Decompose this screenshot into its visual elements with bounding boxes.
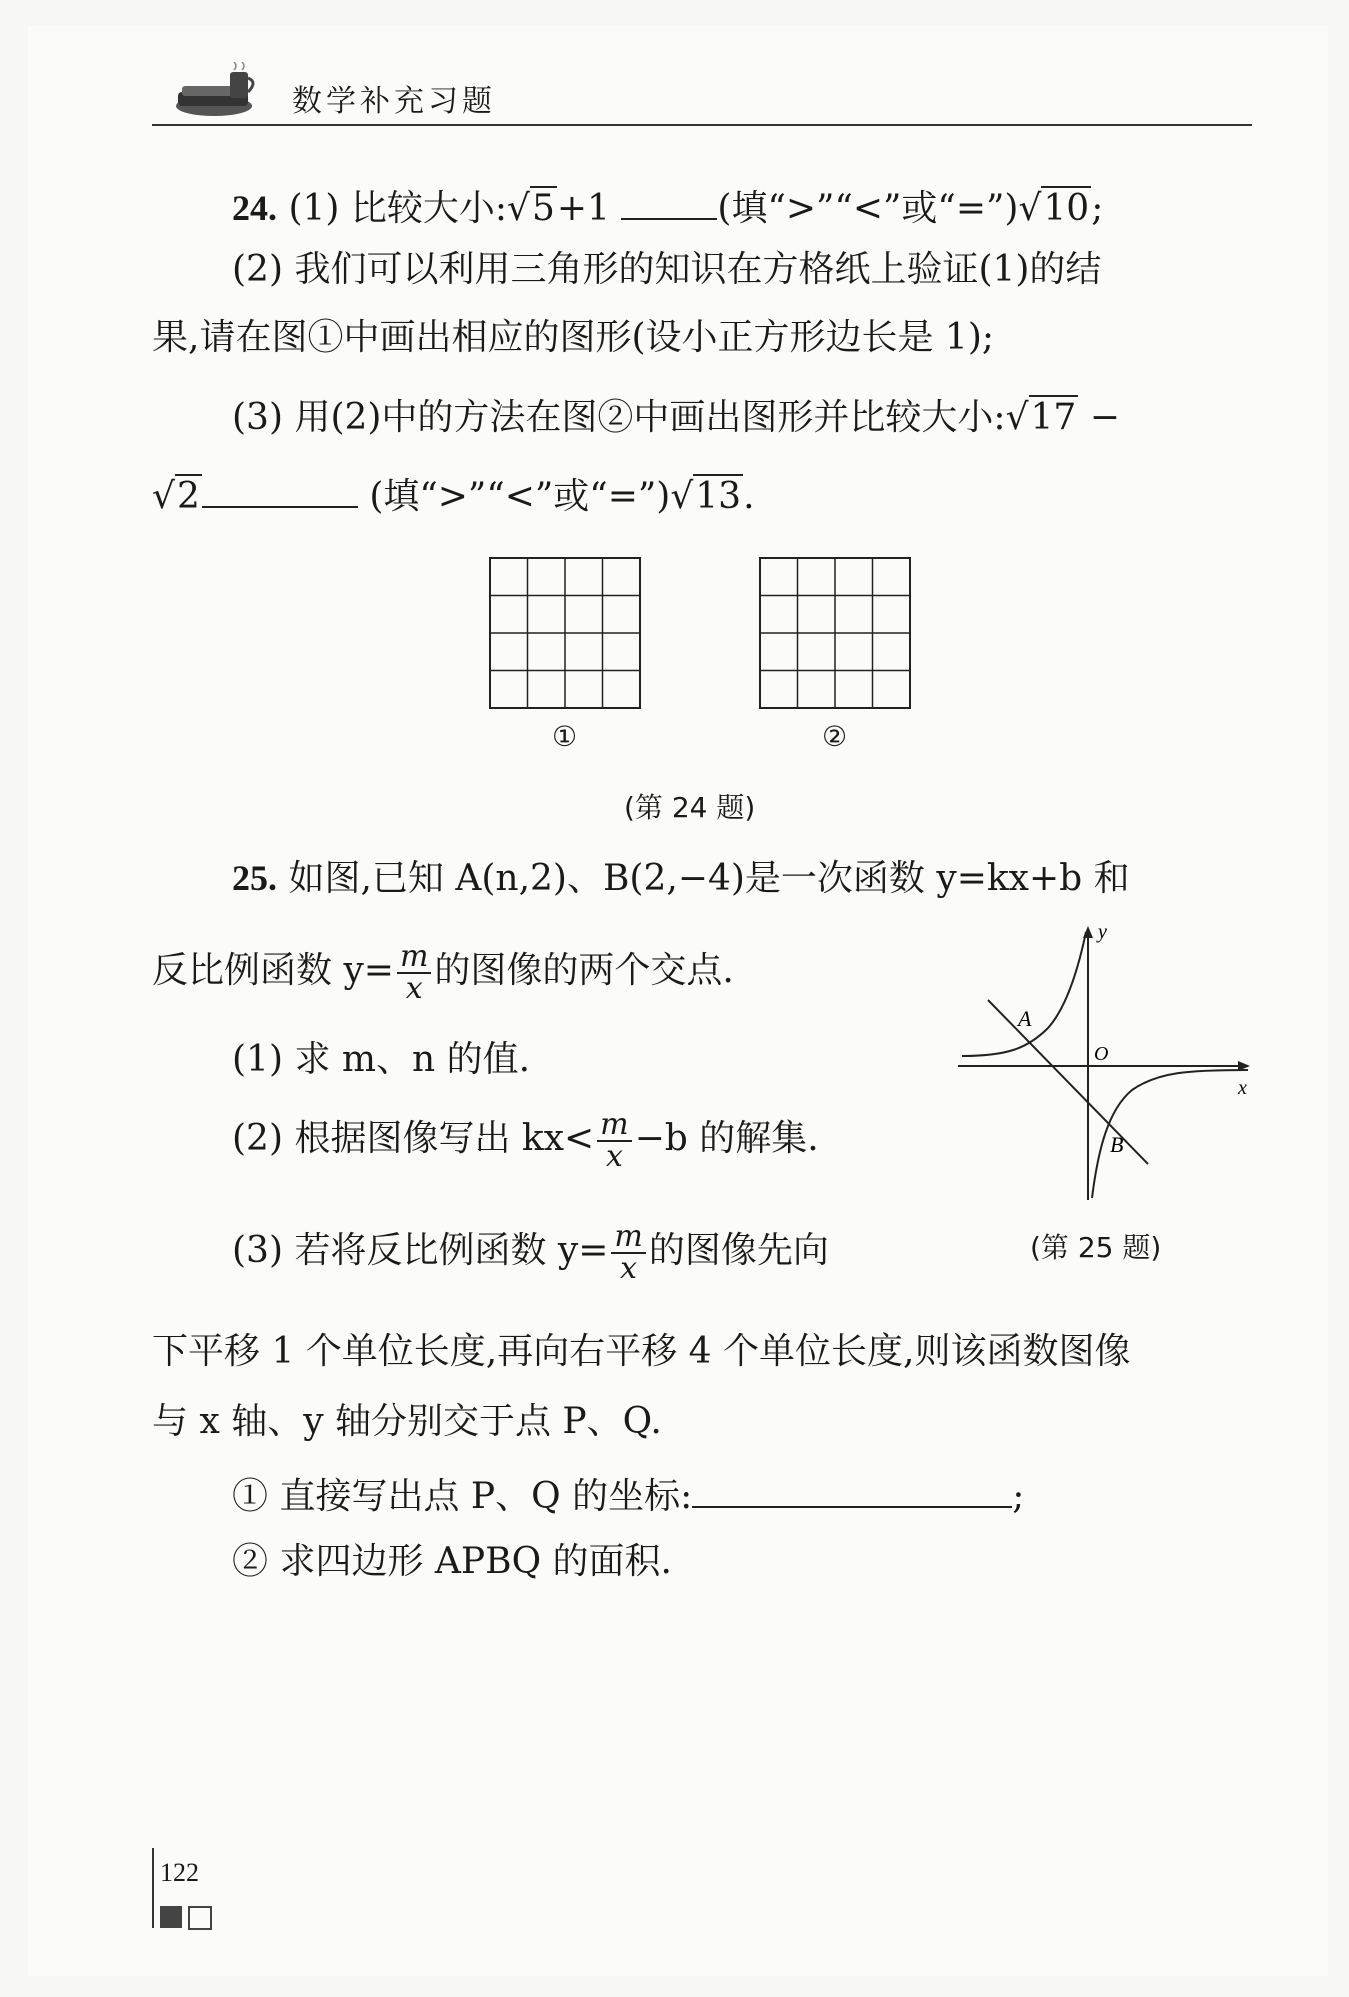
q24-part2-line1: (2) 我们可以利用三角形的知识在方格纸上验证(1)的结 [232,249,1102,290]
q24-answer-blank-2[interactable] [202,470,358,508]
sqrt-17: √17 [1005,397,1077,438]
sqrt-13: √13 [670,476,742,517]
x-axis-label: x [1238,1077,1247,1099]
q24-part1-prefix: (1) 比较大小: [288,188,508,229]
q25-axes-line: 与 x 轴、y 轴分别交于点 P、Q. [152,1401,662,1442]
q24-part3-minus: − [1089,397,1120,438]
fraction-m-over-x: $\frac{m}{x}$ [597,1110,631,1172]
origin-label: O [1094,1043,1109,1065]
header-title: 数学补充习题 [292,84,496,119]
grid-1-label: ① [552,720,578,753]
q25-function-graph [948,920,1268,1210]
q25-shift-line: 下平移 1 个单位长度,再向右平移 4 个单位长度,则该函数图像 [152,1331,1131,1372]
q24-part3-prefix: (3) 用(2)中的方法在图②中画出图形并比较大小: [232,397,1006,438]
q24-plus1: +1 [556,188,610,229]
point-a-label: A [1018,1006,1032,1031]
sqrt-2: √2 [152,476,200,517]
footer-filled-square-icon [160,1906,182,1928]
q25-caption: (第 25 题) [1030,1231,1162,1264]
q24-part1-end: ; [1091,188,1104,229]
footer-divider [152,1848,154,1928]
fraction-m-over-x: $\frac{m}{x}$ [397,942,431,1004]
q24-part2-line2: 果,请在图①中画出相应的图形(设小正方形边长是 1); [152,317,995,358]
q25-answer-blank[interactable] [692,1470,1012,1508]
q24-number: 24. [232,188,277,228]
point-b-label: B [1110,1132,1124,1157]
q25-line2 [152,939,734,1006]
fraction-m-over-x: $\frac{m}{x}$ [611,1222,645,1284]
q25-sub1 [232,1470,1024,1519]
grid-figure-1[interactable] [488,556,642,710]
book-cup-icon [172,62,262,122]
q24-part3-line2 [152,470,755,519]
linear-function-line [988,1000,1148,1164]
q25-intro: 如图,已知 A(n,2)、B(2,−4)是一次函数 y=kx+b 和 [288,858,1130,899]
q25-line2-suffix: 的图像的两个交点. [434,950,734,991]
q25-sub2: ② 求四边形 APBQ 的面积. [232,1541,672,1582]
footer-empty-square-icon [188,1906,212,1930]
q25-sub1-end: ; [1012,1476,1025,1517]
q24-caption: (第 24 题) [624,791,756,824]
q25-line1 [232,856,1130,901]
q24-answer-blank-1[interactable] [621,182,717,220]
q25-line2-prefix: 反比例函数 y= [152,950,394,991]
q25-part2-prefix: (2) 根据图像写出 kx< [232,1118,595,1159]
grid-2-label: ② [822,720,848,753]
q25-part3-prefix: (3) 若将反比例函数 y= [232,1230,609,1271]
q24-part1-fill-hint: (填“>”“<”或“=”) [717,188,1019,229]
q25-part3-suffix: 的图像先向 [648,1230,829,1271]
q25-part2 [232,1107,819,1174]
sqrt-5: √5 [507,188,555,229]
q25-sub1-text: ① 直接写出点 P、Q 的坐标: [232,1476,693,1517]
q24-part1 [232,182,1103,231]
q25-number: 25. [232,858,277,898]
q25-part3 [232,1219,829,1286]
q25-part2-suffix: −b 的解集. [634,1118,819,1159]
q24-part3-line1 [232,396,1120,440]
q24-part3-end: . [743,476,755,517]
y-axis-label: y [1098,921,1107,943]
page-header [152,60,1252,126]
grid-figure-2[interactable] [758,556,912,710]
page-number: 122 [160,1858,199,1887]
q24-part3-fill-hint: (填“>”“<”或“=”) [369,476,671,517]
sqrt-10: √10 [1018,188,1090,229]
q25-part1: (1) 求 m、n 的值. [232,1039,531,1080]
